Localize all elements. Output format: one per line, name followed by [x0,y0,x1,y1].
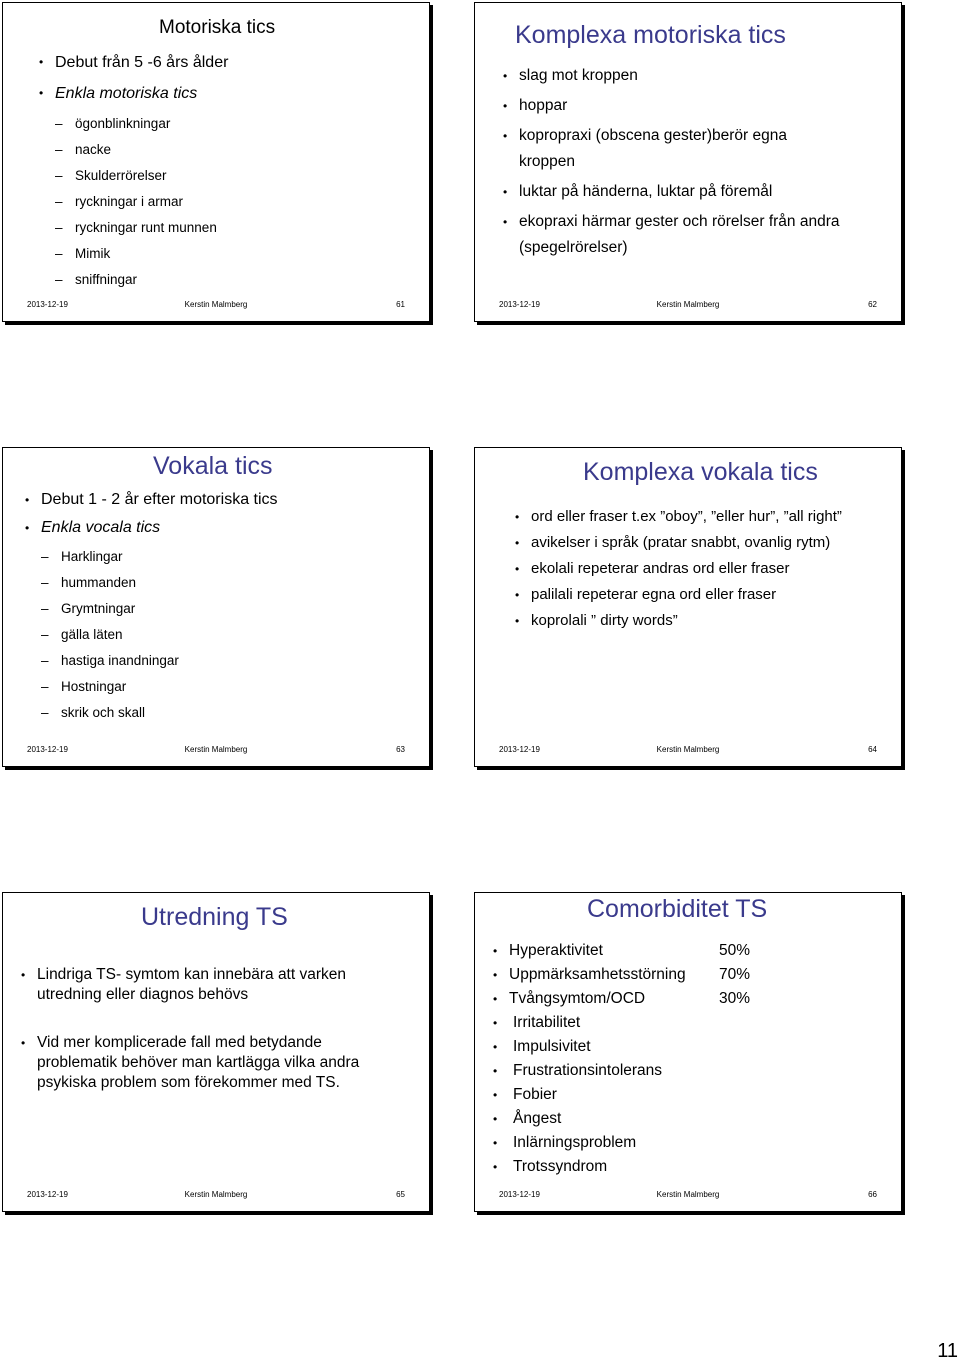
bullet-icon: • [515,562,520,576]
dash-icon: – [41,549,49,564]
slide-title: Comorbiditet TS [587,895,768,923]
list-item: • Debut från 5 -6 års ålder [37,47,417,78]
dash-icon: – [41,575,49,590]
list-item: • Uppmärksamhetsstörning 70% [491,963,881,987]
list-item: – hummanden [41,570,413,596]
bullet-icon: • [493,968,498,982]
slide-61 [2,2,430,322]
footer-author: Kerstin Malmberg [184,745,248,754]
dash-icon: – [55,116,63,131]
dash-icon: – [41,705,49,720]
list-item: – ryckningar i armar [55,189,417,215]
list-item: • Tvångsymtom/OCD 30% [491,987,881,1011]
slide-number: 63 [396,745,405,754]
list-item: • koprolali ” dirty words” [513,610,883,632]
slide-footer [27,1189,405,1201]
dash-icon: – [55,220,63,235]
list-item: • Vid mer komplicerade fall med betydande problematik behöver man kartlägga vilka andra psykiska problem som förekommer med TS. [21,1034,360,1091]
list-item: – Hostningar [41,674,413,700]
bullet-icon: • [515,510,520,524]
footer-date: 2013-12-19 [499,745,540,754]
slide-number: 62 [868,300,877,309]
bullet-icon: • [493,1016,498,1030]
list-item: – sniffningar [55,267,417,293]
list-item: • luktar på händerna, luktar på föremål [501,179,881,205]
footer-date: 2013-12-19 [27,300,68,309]
footer-author: Kerstin Malmberg [656,1190,720,1199]
bullet-icon: • [21,1036,26,1050]
list-item: • ekopraxi härmar gester och rörelser från andra (spegelrörelser) [501,209,889,261]
list-item: • Lindriga TS- symtom kan innebära att varken utredning eller diagnos behövs [21,966,347,1003]
list-item: – ryckningar runt munnen [55,215,417,241]
bullet-icon: • [493,1040,498,1054]
slide-footer [27,744,405,756]
list-item: • Enkla motoriska tics – ögonblinkningar – nacke – Skulderrörelser – ryckningar i armar – ryckningar runt munnen – Mimik – sniffningar [37,78,417,293]
slide-title: Komplexa vokala tics [583,458,818,486]
list-item: • Impulsivitet [491,1035,881,1059]
list-item: • Ångest [491,1107,881,1131]
bullet-icon: • [515,536,520,550]
bullet-icon: • [503,129,508,143]
slide-66 [474,892,902,1212]
bullet-icon: • [493,992,498,1006]
dash-icon: – [41,601,49,616]
slide-footer [499,744,877,756]
list-item: – nacke [55,137,417,163]
slide-footer [27,299,405,311]
dash-icon: – [55,194,63,209]
footer-author: Kerstin Malmberg [656,300,720,309]
dash-icon: – [55,272,63,287]
list-item: – Mimik [55,241,417,267]
dash-icon: – [41,679,49,694]
bullet-icon: • [493,944,498,958]
footer-author: Kerstin Malmberg [656,745,720,754]
list-item: • palilali repeterar egna ord eller fraser [513,584,883,606]
footer-author: Kerstin Malmberg [184,300,248,309]
slide-title: Utredning TS [141,903,288,931]
footer-date: 2013-12-19 [27,1190,68,1199]
bullet-icon: • [493,1088,498,1102]
slide-title: Motoriska tics [159,17,276,38]
list-item: • ekolali repeterar andras ord eller fraser [513,558,883,580]
footer-date: 2013-12-19 [27,745,68,754]
list-item: • ord eller fraser t.ex ”oboy”, ”eller hur”, ”all right” [513,506,851,528]
bullet-icon: • [39,86,44,100]
bullet-list [37,47,417,293]
bullet-icon: • [21,968,26,982]
dash-icon: – [41,653,49,668]
bullet-list [23,486,413,726]
slide-title: Komplexa motoriska tics [515,21,786,49]
bullet-icon: • [25,493,30,507]
list-item: • avikelser i språk (pratar snabbt, ovanlig rytm) [513,532,883,554]
list-item: – hastiga inandningar [41,648,413,674]
list-item: • slag mot kroppen [501,63,881,89]
bullet-icon: • [503,99,508,113]
list-item: – Grymtningar [41,596,413,622]
page-number: 11 [937,1340,958,1362]
slide-footer [499,1189,877,1201]
slide-62 [474,2,902,322]
sub-list [41,544,413,726]
bullet-icon: • [493,1136,498,1150]
slide-number: 66 [868,1190,877,1199]
list-item: • Trotssyndrom [491,1155,881,1179]
list-item: • hoppar [501,93,881,119]
list-item: – gälla läten [41,622,413,648]
list-item: – Harklingar [41,544,413,570]
slide-65 [2,892,430,1212]
bullet-icon: • [493,1112,498,1126]
slide-title: Vokala tics [153,452,273,480]
bullet-list [513,506,883,632]
list-item: • Inlärningsproblem [491,1131,881,1155]
bullet-icon: • [493,1160,498,1174]
list-item: – skrik och skall [41,700,413,726]
list-item: • Frustrationsintolerans [491,1059,881,1083]
dash-icon: – [55,168,63,183]
list-item: – Skulderrörelser [55,163,417,189]
footer-author: Kerstin Malmberg [184,1190,248,1199]
bullet-icon: • [515,588,520,602]
list-item: • Hyperaktivitet 50% [491,939,881,963]
bullet-icon: • [515,614,520,628]
list-item: • Irritabilitet [491,1011,881,1035]
dash-icon: – [55,142,63,157]
list-item: • Debut 1 - 2 år efter motoriska tics [23,486,413,514]
dash-icon: – [55,246,63,261]
footer-date: 2013-12-19 [499,300,540,309]
slide-footer [499,299,877,311]
list-item: • kopropraxi (obscena gester)berör egna kroppen [501,123,839,175]
dash-icon: – [41,627,49,642]
slide-64 [474,447,902,767]
list-item: • Fobier [491,1083,881,1107]
slide-number: 64 [868,745,877,754]
slide-number: 65 [396,1190,405,1199]
bullet-icon: • [503,69,508,83]
list-item: • Enkla vocala tics – Harklingar – hummanden – Grymtningar – gälla läten – hastiga inandningar – Hostningar – skrik och skall [23,514,413,726]
bullet-icon: • [503,215,508,229]
bullet-icon: • [25,521,30,535]
slide-63 [2,447,430,767]
bullet-icon: • [493,1064,498,1078]
bullet-list [501,63,881,261]
bullet-icon: • [39,55,44,69]
sub-list [55,111,417,293]
bullet-list [19,965,399,1093]
slide-number: 61 [396,300,405,309]
bullet-list [491,939,881,1179]
bullet-icon: • [503,185,508,199]
list-item: – ögonblinkningar [55,111,417,137]
footer-date: 2013-12-19 [499,1190,540,1199]
